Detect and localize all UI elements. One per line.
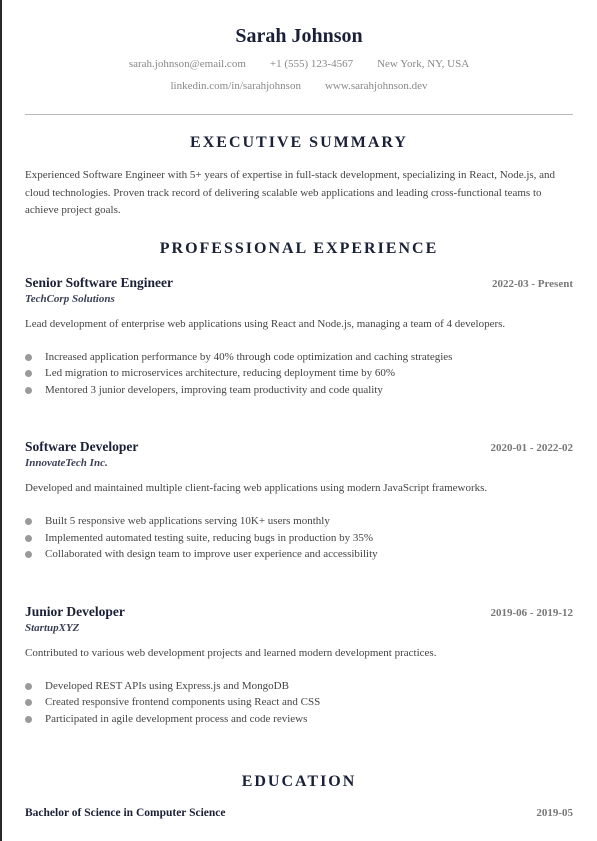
company-name: StartupXYZ: [25, 621, 80, 634]
job-title: Software Developer: [25, 439, 139, 454]
summary-heading: EXECUTIVE SUMMARY: [190, 134, 408, 151]
bullet-icon: [25, 387, 32, 394]
job-title: Junior Developer: [25, 603, 125, 619]
bullet-icon: [25, 716, 32, 723]
education-heading: EDUCATION: [241, 773, 357, 790]
achievement-item: [25, 530, 573, 547]
achievement-text: Created responsive frontend components using React and CSS: [45, 696, 321, 708]
job-entry: [25, 438, 573, 563]
summary-text: Experienced Software Engineer with 5+ years of expertise in full-stack development, specializing in React, Node.js, and cloud technologies. Proven track record of delivering scalable web applications and leading cross-functional teams to achieve project goals.: [25, 169, 556, 216]
job-header: [25, 438, 573, 455]
degree-name: Bachelor of Science in Computer Science: [25, 807, 226, 819]
achievement-item: [25, 349, 573, 366]
achievement-item: [25, 365, 573, 382]
phone-text: +1 (555) 123-4567: [269, 58, 354, 70]
achievement-item: [25, 513, 573, 530]
achievement-item: [25, 711, 573, 728]
achievement-item: [25, 546, 573, 563]
achievement-item: [25, 678, 573, 695]
company-name: InnovateTech Inc.: [25, 457, 108, 469]
header-divider: [25, 114, 573, 115]
achievement-text: Built 5 responsive web applications serving 10K+ users monthly: [45, 515, 330, 527]
linkedin-link[interactable]: linkedin.com/in/sarahjohnson: [170, 80, 301, 92]
bullet-icon: [25, 683, 32, 690]
job-dates: 2019-06 - 2019-12: [490, 606, 573, 619]
bullet-icon: [25, 699, 32, 706]
job-header: [25, 274, 573, 291]
achievement-item: [25, 382, 573, 399]
graduation-date: 2019-05: [536, 807, 573, 819]
achievement-item: [25, 694, 573, 711]
contact-row-primary: [25, 58, 573, 71]
job-dates: 2020-01 - 2022-02: [490, 442, 573, 454]
resume-page: [25, 0, 573, 819]
experience-heading: PROFESSIONAL EXPERIENCE: [159, 239, 439, 257]
job-description: Contributed to various web development projects and learned modern development practices.: [25, 646, 437, 659]
contact-row-secondary: [25, 80, 573, 93]
achievement-list: [25, 513, 573, 563]
job-header: [25, 603, 573, 620]
achievement-text: Increased application performance by 40% through code optimization and caching strategies: [45, 350, 453, 363]
job-dates: 2022-03 - Present: [491, 277, 573, 290]
location-text: New York, NY, USA: [377, 58, 470, 70]
achievement-list: [25, 349, 573, 399]
bullet-icon: [25, 370, 32, 377]
job-entry: [25, 603, 573, 728]
bullet-icon: [25, 354, 32, 361]
achievement-text: Collaborated with design team to improve user experience and accessibility: [45, 548, 378, 560]
job-description: Lead development of enterprise web applications using React and Node.js, managing a team of 4 developers.: [25, 317, 506, 330]
education-entry: [25, 807, 573, 819]
job-description: Developed and maintained multiple client-facing web applications using modern JavaScript frameworks.: [25, 482, 488, 494]
bullet-icon: [25, 551, 32, 558]
achievement-list: [25, 678, 573, 728]
job-entry: [25, 274, 573, 399]
achievement-text: Mentored 3 junior developers, improving team productivity and code quality: [45, 383, 383, 396]
achievement-text: Developed REST APIs using Express.js and MongoDB: [45, 679, 289, 692]
website-link[interactable]: www.sarahjohnson.dev: [324, 80, 428, 92]
email-link[interactable]: sarah.johnson@email.com: [128, 58, 246, 70]
bullet-icon: [25, 518, 32, 525]
company-name: TechCorp Solutions: [25, 292, 115, 305]
achievement-text: Led migration to microservices architecture, reducing deployment time by 60%: [45, 367, 396, 379]
job-title: Senior Software Engineer: [25, 274, 173, 290]
achievement-text: Implemented automated testing suite, reducing bugs in production by 35%: [45, 531, 374, 544]
bullet-icon: [25, 535, 32, 542]
page-left-border: [0, 0, 2, 841]
candidate-name: Sarah Johnson: [235, 25, 363, 47]
achievement-text: Participated in agile development process and code reviews: [45, 712, 308, 725]
